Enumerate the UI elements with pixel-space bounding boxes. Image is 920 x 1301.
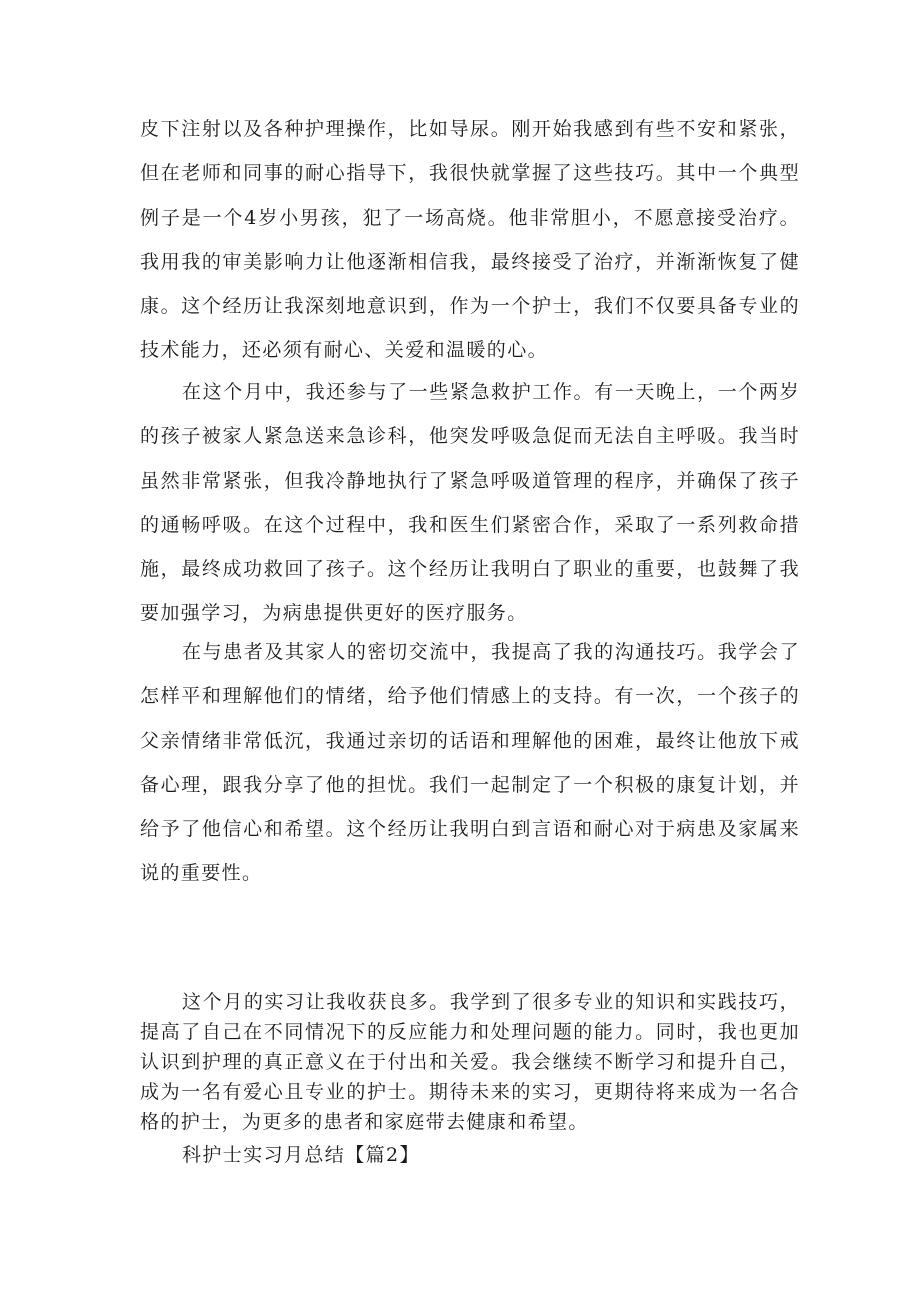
- section-heading: 科护士实习月总结【篇2】: [182, 1144, 420, 1166]
- paragraph-2: 在这个月中，我还参与了一些紧急救护工作。有一天晚上，一个两岁的孩子被家人紧急送来急诊科，他突发呼吸急促而无法自主呼吸。我当时虽然非常紧张，但我冷静地执行了紧急呼吸道管理的程序，并确保了孩子的通畅呼吸。在这个过程中，我和医生们紧密合作，采取了一系列救命措施，最终成功救回了孩子。这个经历让我明白了职业的重要，也鼓舞了我要加强学习，为病患提供更好的医疗服务。: [140, 381, 800, 625]
- paragraph-3: 在与患者及其家人的密切交流中，我提高了我的沟通技巧。我学会了怎样平和理解他们的情绪，给予他们情感上的支持。有一次，一个孩子的父亲情绪非常低沉，我通过亲切的话语和理解他的困难，最终让他放下戒备心理，跟我分享了他的担忧。我们一起制定了一个积极的康复计划，并给予了他信心和希望。这个经历让我明白到言语和耐心对于病患及家属来说的重要性。: [140, 641, 800, 885]
- paragraph-1: 皮下注射以及各种护理操作，比如导尿。刚开始我感到有些不安和紧张，但在老师和同事的耐心指导下，我很快就掌握了这些技巧。其中一个典型例子是一个4岁小男孩，犯了一场高烧。他非常胆小，不愿意接受治疗。我用我的审美影响力让他逐渐相信我，最终接受了治疗，并渐渐恢复了健康。这个经历让我深刻地意识到，作为一个护士，我们不仅要具备专业的技术能力，还必须有耐心、关爱和温暖的心。: [140, 118, 800, 362]
- paragraph-4: 这个月的实习让我收获良多。我学到了很多专业的知识和实践技巧，提高了自己在不同情况下的反应能力和处理问题的能力。同时，我也更加认识到护理的真正意义在于付出和关爱。我会继续不断学习和提升自己，成为一名有爱心且专业的护士。期待未来的实习，更期待将来成为一名合格的护士，为更多的患者和家庭带去健康和希望。: [140, 991, 800, 1133]
